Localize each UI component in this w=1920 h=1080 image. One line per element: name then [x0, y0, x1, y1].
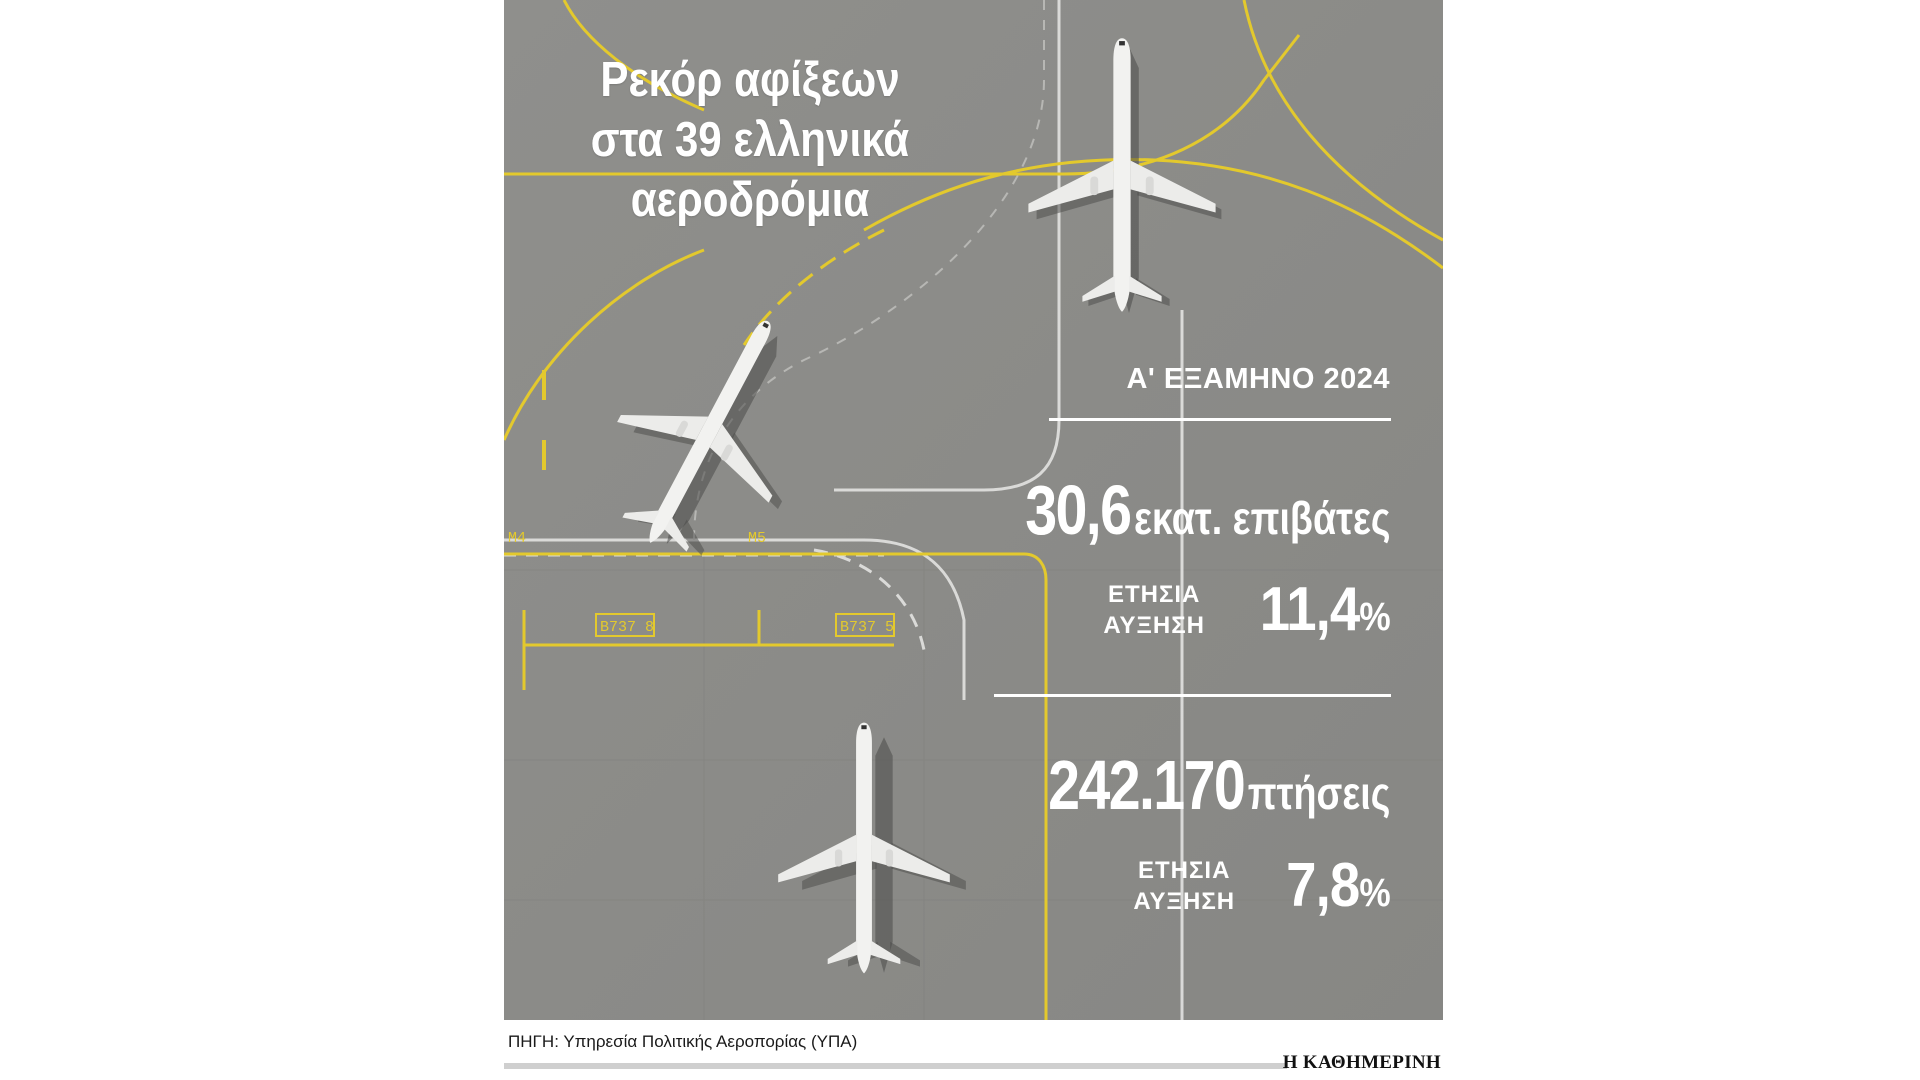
flights-growth	[1124, 850, 1390, 921]
passengers-growth	[1094, 574, 1390, 645]
passengers-stat	[1025, 470, 1390, 550]
infographic	[504, 0, 1443, 1020]
growth-label	[1094, 579, 1214, 641]
growth-label	[1124, 855, 1244, 917]
passengers-growth-value	[1260, 574, 1390, 645]
growth-label-line: ΕΤΗΣΙΑ	[1107, 580, 1201, 608]
divider	[1049, 418, 1391, 421]
footer-bar	[504, 1063, 1287, 1069]
source-note: ΠΗΓΗ: Υπηρεσία Πολιτικής Αεροπορίας (ΥΠΑ)	[508, 1032, 858, 1051]
growth-label-line: ΑΥΞΗΣΗ	[1133, 887, 1236, 915]
growth-label-line: ΕΤΗΣΙΑ	[1138, 856, 1231, 884]
flights-stat	[1048, 745, 1390, 825]
stand-marking-1: B737 8	[600, 619, 655, 636]
title-line: αεροδρόμια	[630, 173, 870, 227]
brand-logo: Η ΚΑΘΗΜΕΡΙΝΗ	[1282, 1052, 1441, 1073]
growth-label-line: ΑΥΞΗΣΗ	[1103, 611, 1205, 639]
flights-unit: πτήσεις	[1247, 767, 1390, 819]
percent-sign: %	[1359, 595, 1390, 639]
growth-number: 7,8	[1286, 851, 1360, 920]
period-label: Α' ΕΞΑΜΗΝΟ 2024	[1126, 363, 1390, 395]
taxi-marker-2: M5	[748, 530, 767, 547]
passengers-unit: εκατ. επιβάτες	[1133, 492, 1390, 544]
percent-sign: %	[1359, 871, 1390, 915]
title-line: Ρεκόρ αφίξεων	[600, 53, 900, 107]
page-title	[538, 50, 961, 230]
flights-value: 242.170	[1047, 746, 1244, 824]
taxi-marker-1: M4	[508, 530, 527, 547]
passengers-value: 30,6	[1024, 471, 1130, 549]
title-line: στα 39 ελληνικά	[590, 113, 910, 167]
flights-growth-value	[1286, 850, 1390, 921]
stand-marking-2: B737 5	[840, 619, 895, 636]
growth-number: 11,4	[1259, 575, 1360, 644]
divider	[994, 694, 1391, 697]
